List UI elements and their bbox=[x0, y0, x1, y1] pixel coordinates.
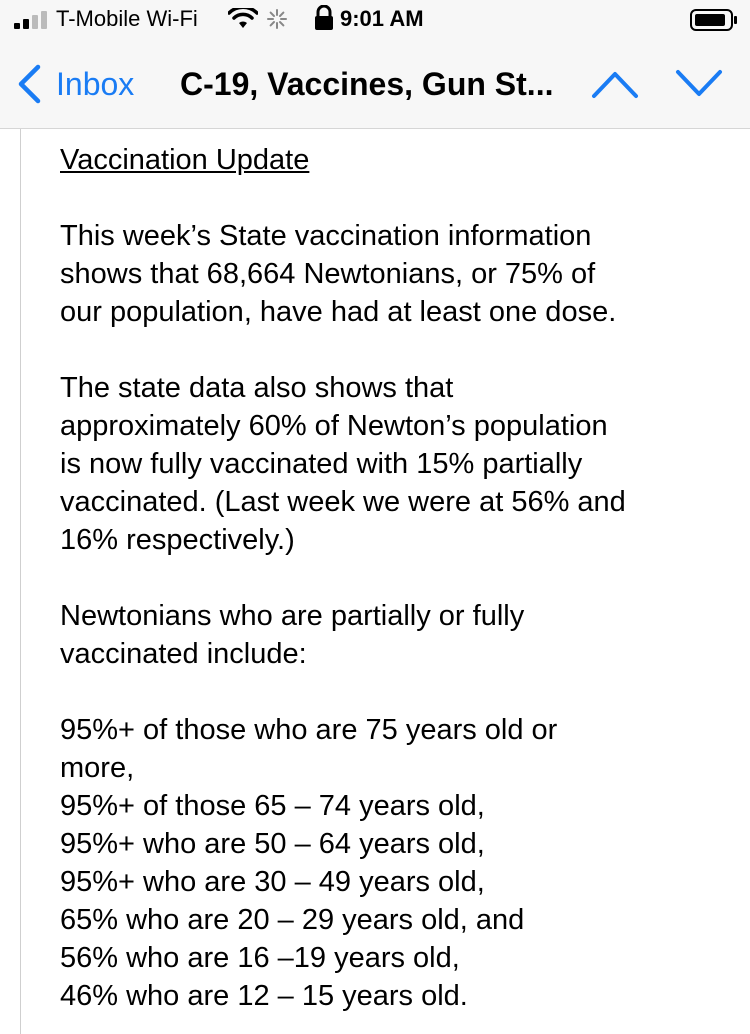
body-line: our population, have had at least one dose. bbox=[60, 296, 617, 328]
list-line: 95%+ who are 30 – 49 years old, bbox=[60, 866, 485, 898]
navigation-bar bbox=[0, 40, 750, 129]
body-line: The state data also shows that bbox=[60, 372, 454, 404]
cellular-signal-icon bbox=[14, 11, 50, 29]
carrier-name: T-Mobile Wi-Fi bbox=[56, 6, 198, 31]
wifi-icon bbox=[228, 8, 258, 30]
body-line: shows that 68,664 Newtonians, or 75% of bbox=[60, 258, 596, 290]
status-bar bbox=[0, 0, 750, 40]
back-button-label: Inbox bbox=[56, 66, 135, 102]
status-time: 9:01 AM bbox=[340, 6, 424, 31]
email-subject-title: C-19, Vaccines, Gun St... bbox=[180, 66, 554, 102]
quote-margin-line bbox=[20, 129, 21, 1034]
section-heading: Vaccination Update bbox=[60, 144, 310, 176]
email-body[interactable] bbox=[0, 129, 750, 1034]
body-line: 16% respectively.) bbox=[60, 524, 295, 556]
activity-spinner-icon bbox=[266, 8, 288, 30]
body-line: Newtonians who are partially or fully bbox=[60, 600, 525, 632]
list-line: 46% who are 12 – 15 years old. bbox=[60, 980, 468, 1012]
chevron-left-icon bbox=[16, 64, 42, 104]
list-line: more, bbox=[60, 752, 135, 784]
body-line: is now fully vaccinated with 15% partially bbox=[60, 448, 583, 480]
list-line: 65% who are 20 – 29 years old, and bbox=[60, 904, 525, 936]
body-line: vaccinated. (Last week we were at 56% and bbox=[60, 486, 626, 518]
previous-message-button[interactable] bbox=[590, 66, 640, 102]
list-line: 95%+ who are 50 – 64 years old, bbox=[60, 828, 485, 860]
list-line: 95%+ of those who are 75 years old or bbox=[60, 714, 558, 746]
battery-icon bbox=[690, 9, 738, 31]
list-line: 56% who are 16 –19 years old, bbox=[60, 942, 460, 974]
body-line: vaccinated include: bbox=[60, 638, 307, 670]
email-content bbox=[60, 141, 740, 1015]
body-line: This week’s State vaccination information bbox=[60, 220, 592, 252]
next-message-button[interactable] bbox=[674, 66, 724, 102]
orientation-lock-icon bbox=[314, 5, 334, 31]
list-line: 95%+ of those 65 – 74 years old, bbox=[60, 790, 485, 822]
body-line: approximately 60% of Newton’s population bbox=[60, 410, 608, 442]
